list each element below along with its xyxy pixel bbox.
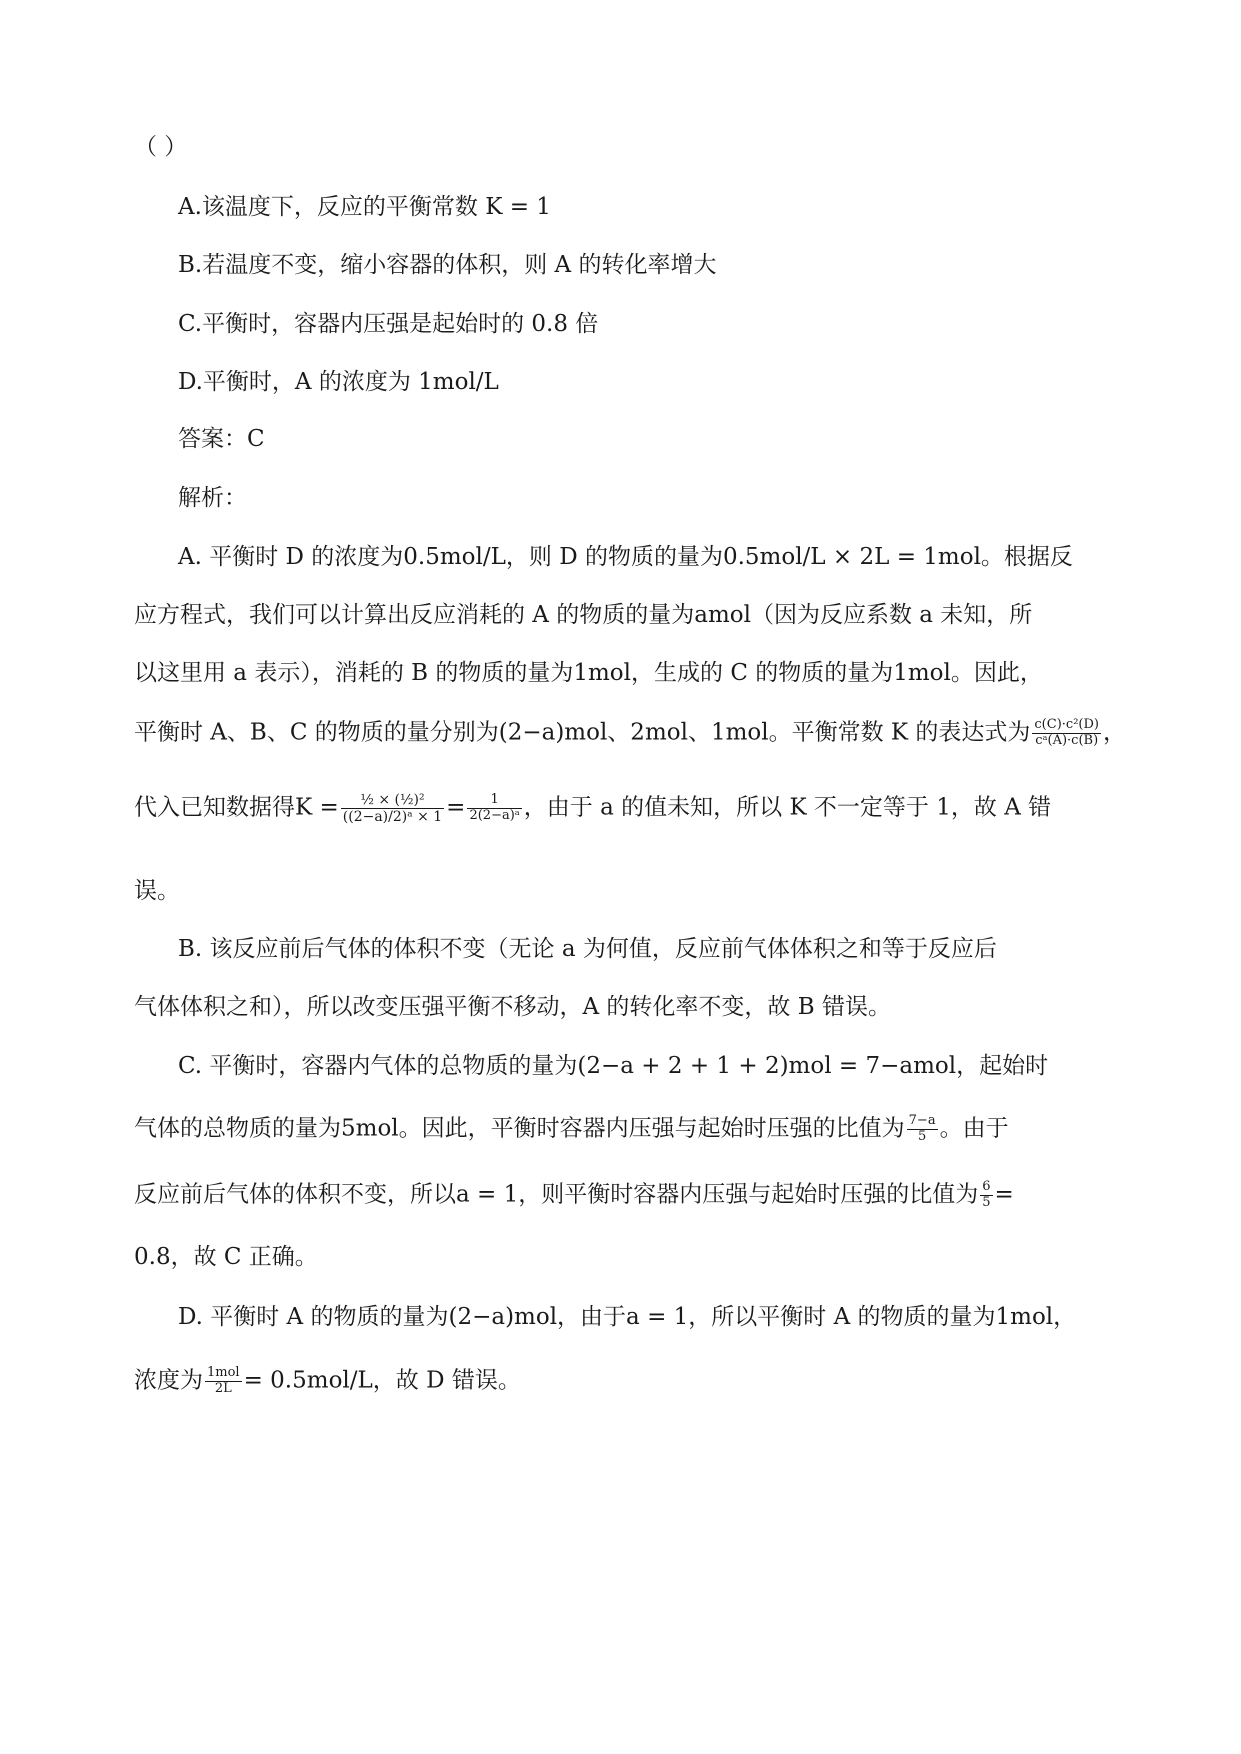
analysis-c-line-1: C. 平衡时，容器内气体的总物质的量为(2−a + 2 + 1 + 2)mol = 7−amol，起始时 <box>178 1053 1049 1079</box>
analysis-a-line-5-suffix: ，由于 a 的值未知，所以 K 不一定等于 1，故 A 错 <box>523 794 1052 821</box>
analysis-b-line-1: B. 该反应前后气体的体积不变（无论 a 为何值，反应前气体体积之和等于反应后 <box>178 936 997 962</box>
k-substitution-numerator: ½ × (½)² <box>341 792 444 809</box>
pressure-ratio-numerator: 7−a <box>908 1113 936 1128</box>
analysis-a-line-1: A. 平衡时 D 的浓度为0.5mol/L，则 D 的物质的量为0.5mol/L × 2L = 1mol。根据反 <box>178 544 1073 570</box>
question-stem-tail: （ ） <box>134 134 188 160</box>
analysis-label: 解析： <box>178 485 247 511</box>
concentration-numerator: 1mol <box>207 1365 240 1380</box>
k-substitution-equals: = <box>446 794 466 821</box>
analysis-c-line-4: 0.8，故 C 正确。 <box>134 1244 318 1270</box>
analysis-d-line-2 <box>134 1366 521 1397</box>
analysis-a-line-4 <box>134 718 1126 749</box>
analysis-b-line-2: 气体体积之和），所以改变压强平衡不移动，A 的转化率不变，故 B 错误。 <box>134 994 891 1020</box>
answer-line: 答案：C <box>178 426 265 452</box>
analysis-a-line-3: 以这里用 a 表示），消耗的 B 的物质的量为1mol，生成的 C 的物质的量为1mol。因此， <box>134 660 1043 686</box>
analysis-d-line-1: D. 平衡时 A 的物质的量为(2−a)mol，由于a = 1，所以平衡时 A 的物质的量为1mol， <box>178 1304 1077 1330</box>
concentration-denominator: 2L <box>214 1380 232 1396</box>
pressure-ratio-value-numerator: 6 <box>982 1179 991 1194</box>
analysis-d-line-2-prefix: 浓度为 <box>134 1367 203 1394</box>
k-expression-denominator: cᵃ(A)·c(B) <box>1035 732 1099 748</box>
option-b: B.若温度不变，缩小容器的体积，则 A 的转化率增大 <box>178 252 717 278</box>
analysis-a-line-5 <box>134 792 1051 825</box>
k-expression-numerator: c(C)·c²(D) <box>1034 717 1099 732</box>
k-result-fraction <box>467 793 521 824</box>
k-substitution-prefix: 代入已知数据得K = <box>134 794 339 821</box>
concentration-fraction <box>205 1366 242 1397</box>
analysis-a-line-4-end: ， <box>1102 719 1126 746</box>
analysis-a-line-6: 误。 <box>134 878 180 904</box>
analysis-c-line-3-text: 反应前后气体的体积不变，所以a = 1，则平衡时容器内压强与起始时压强的比值为 <box>134 1181 979 1208</box>
analysis-c-line-3-end: = <box>994 1181 1014 1208</box>
pressure-ratio-value-denominator: 5 <box>982 1194 991 1210</box>
analysis-c-line-2-end: 。由于 <box>939 1115 1009 1142</box>
analysis-a-line-2: 应方程式，我们可以计算出反应消耗的 A 的物质的量为amol（因为反应系数 a 未知，所 <box>134 602 1033 628</box>
k-substitution-denominator: ((2−a)/2)ᵃ × 1 <box>342 809 443 826</box>
analysis-c-line-2 <box>134 1114 1009 1145</box>
option-d: D.平衡时，A 的浓度为 1mol/L <box>178 369 499 395</box>
option-c: C.平衡时，容器内压强是起始时的 0.8 倍 <box>178 311 599 337</box>
pressure-ratio-fraction <box>907 1114 938 1145</box>
equilibrium-constant-expression <box>1032 718 1101 749</box>
k-result-numerator: 1 <box>467 793 521 809</box>
pressure-ratio-denominator: 5 <box>917 1128 927 1144</box>
analysis-c-line-3 <box>134 1180 1014 1211</box>
analysis-a-line-4-text: 平衡时 A、B、C 的物质的量分别为(2−a)mol、2mol、1mol。平衡常数 K 的表达式为 <box>134 719 1031 746</box>
k-substitution-fraction <box>341 792 444 825</box>
analysis-c-line-2-text: 气体的总物质的量为5mol。因此，平衡时容器内压强与起始时压强的比值为 <box>134 1115 905 1142</box>
option-a: A.该温度下，反应的平衡常数 K = 1 <box>178 194 551 220</box>
k-result-denominator: 2(2−a)ᵃ <box>469 808 520 824</box>
pressure-ratio-value-fraction <box>980 1180 992 1211</box>
analysis-d-line-2-suffix: = 0.5mol/L，故 D 错误。 <box>243 1367 521 1394</box>
